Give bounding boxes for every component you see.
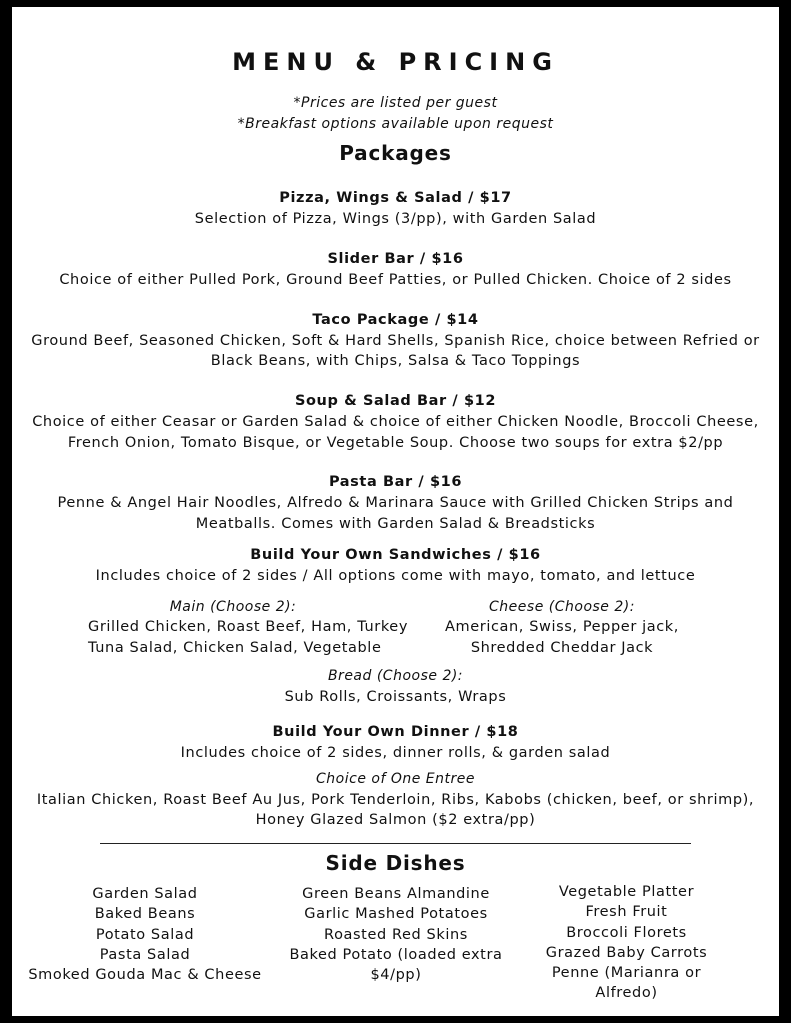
package-title: Taco Package / $14 xyxy=(312,312,479,328)
side-item: Pasta Salad xyxy=(99,946,191,963)
side-dishes-heading: Side Dishes xyxy=(325,851,466,875)
package-description: Penne & Angel Hair Noodles, Alfredo & Marinara Sauce with Grilled Chicken Strips and xyxy=(57,495,734,511)
sandwiches-title: Build Your Own Sandwiches / $16 xyxy=(250,547,541,563)
side-item: Potato Salad xyxy=(95,926,195,943)
side-item: Garlic Mashed Potatoes xyxy=(304,906,488,923)
package-title: Soup & Salad Bar / $12 xyxy=(294,393,497,409)
package-title: Pasta Bar / $16 xyxy=(328,474,463,490)
side-item: Baked Potato (loaded extra xyxy=(289,946,503,963)
packages-heading: Packages xyxy=(339,141,452,165)
cheese-line: American, Swiss, Pepper jack, xyxy=(445,619,679,636)
bread-label: Bread (Choose 2): xyxy=(327,668,464,684)
side-item: Vegetable Platter xyxy=(558,884,695,900)
package-description: Meatballs. Comes with Garden Salad & Breadsticks xyxy=(195,516,596,532)
main-line: Tuna Salad, Chicken Salad, Vegetable xyxy=(88,639,382,656)
main-line: Grilled Chicken, Roast Beef, Ham, Turkey xyxy=(88,619,409,636)
package-description: Choice of either Ceasar or Garden Salad & choice of either Chicken Noodle, Broccoli Cheese, xyxy=(32,414,759,430)
side-item: Garden Salad xyxy=(92,886,198,902)
sandwiches-description: Includes choice of 2 sides / All options come with mayo, tomato, and lettuce xyxy=(95,568,696,584)
entree-line: Honey Glazed Salmon ($2 extra/pp) xyxy=(255,812,536,828)
sandwich-cheese-options xyxy=(437,597,687,658)
side-item: Alfredo) xyxy=(595,985,658,1002)
side-item: Green Beans Almandine xyxy=(302,886,490,902)
breakfast-note: *Breakfast options available upon request xyxy=(237,116,554,132)
sides-column-1 xyxy=(20,884,270,985)
package-title: Pizza, Wings & Salad / $17 xyxy=(279,190,512,206)
package-description: Choice of either Pulled Pork, Ground Beef Patties, or Pulled Chicken. Choice of 2 sides xyxy=(59,272,732,288)
dinner-description: Includes choice of 2 sides, dinner rolls, & garden salad xyxy=(180,745,611,761)
entree-label: Choice of One Entree xyxy=(316,771,475,787)
package-description: Black Beans, with Chips, Salsa & Taco Toppings xyxy=(210,353,581,369)
sides-column-2 xyxy=(280,884,512,985)
cheese-label: Cheese (Choose 2): xyxy=(489,599,635,615)
page-title: MENU & PRICING xyxy=(232,48,559,76)
section-divider xyxy=(100,843,691,844)
dinner-title: Build Your Own Dinner / $18 xyxy=(272,724,519,740)
entree-line: Italian Chicken, Roast Beef Au Jus, Pork Tenderloin, Ribs, Kabobs (chicken, beef, or shrimp), xyxy=(36,792,755,808)
side-item: Smoked Gouda Mac & Cheese xyxy=(28,967,262,984)
side-item: Baked Beans xyxy=(94,906,196,923)
sandwich-main-options xyxy=(88,597,409,658)
package-description: Ground Beef, Seasoned Chicken, Soft & Hard Shells, Spanish Rice, choice between Refried or xyxy=(31,333,760,349)
side-item: Penne (Marianra or xyxy=(551,965,702,982)
side-item: Broccoli Florets xyxy=(566,924,687,941)
price-note: *Prices are listed per guest xyxy=(293,95,498,111)
package-description: Selection of Pizza, Wings (3/pp), with Garden Salad xyxy=(194,211,597,227)
cheese-line: Shredded Cheddar Jack xyxy=(470,639,654,656)
sides-column-3 xyxy=(534,882,719,1004)
package-description: French Onion, Tomato Bisque, or Vegetable Soup. Choose two soups for extra $2/pp xyxy=(67,435,724,451)
side-item: $4/pp) xyxy=(370,967,422,984)
main-label: Main (Choose 2): xyxy=(169,599,297,615)
side-item: Fresh Fruit xyxy=(585,904,668,921)
side-item: Grazed Baby Carrots xyxy=(545,944,708,961)
bread-line: Sub Rolls, Croissants, Wraps xyxy=(284,689,507,705)
package-title: Slider Bar / $16 xyxy=(327,251,464,267)
side-item: Roasted Red Skins xyxy=(324,926,468,943)
menu-page xyxy=(12,7,779,1016)
